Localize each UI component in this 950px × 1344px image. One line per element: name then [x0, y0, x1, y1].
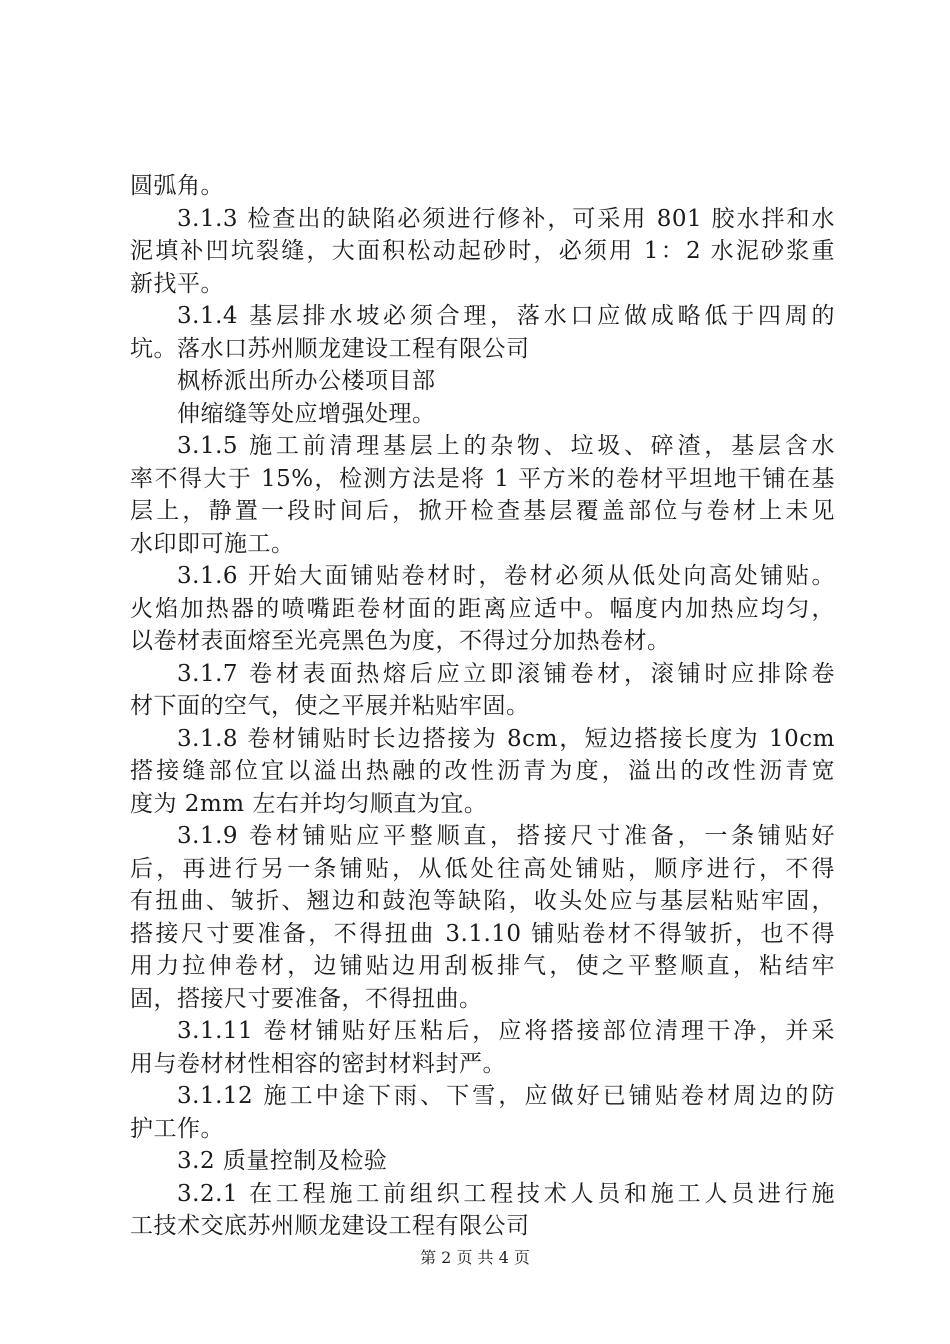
- text-line: 3.1.11 卷材铺贴好压粘后，应将搭接部位清理干净，并采: [177, 1018, 835, 1044]
- text-line: 度为 2mm 左右并均匀顺直为宜。: [130, 790, 488, 817]
- text-line: 层上，静置一段时间后，掀开检查基层覆盖部位与卷材上未见: [130, 498, 835, 524]
- text-line: 率不得大于 15%，检测方法是将 1 平方米的卷材平坦地干铺在基: [130, 465, 835, 492]
- text-line: 枫桥派出所办公楼项目部: [177, 368, 436, 394]
- text-line: 坑。落水口苏州顺龙建设工程有限公司: [130, 335, 530, 362]
- page-footer: 第 2 页 共 4 页: [420, 1248, 530, 1267]
- document-body: [130, 170, 835, 1243]
- text-line: 后，再进行另一条铺贴，从低处往高处铺贴，顺序进行，不得: [130, 855, 835, 882]
- text-line: 用与卷材材性相容的密封材料封严。: [130, 1050, 506, 1077]
- text-line: 3.1.7 卷材表面热熔后应立即滚铺卷材，滚铺时应排除卷: [177, 660, 835, 687]
- text-line: 用力拉伸卷材，边铺贴边用刮板排气，使之平整顺直，粘结牢: [130, 953, 835, 979]
- text-line: 圆弧角。: [130, 173, 224, 199]
- text-line: 3.1.8 卷材铺贴时长边搭接为 8cm，短边搭接长度为 10cm: [177, 725, 835, 752]
- text-line: 伸缩缝等处应增强处理。: [177, 400, 436, 427]
- text-line: 3.2 质量控制及检验: [177, 1148, 388, 1174]
- text-line: 搭接缝部位宜以溢出热融的改性沥青为度，溢出的改性沥青宽: [130, 758, 835, 784]
- text-line: 搭接尺寸要准备，不得扭曲 3.1.10 铺贴卷材不得皱折，也不得: [130, 920, 835, 947]
- text-line: 材下面的空气，使之平展并粘贴牢固。: [130, 693, 530, 719]
- text-line: 3.1.4 基层排水坡必须合理，落水口应做成略低于四周的: [177, 303, 835, 329]
- text-line: 新找平。: [130, 270, 224, 297]
- text-line: 泥填补凹坑裂缝，大面积松动起砂时，必须用 1：2 水泥砂浆重: [130, 238, 835, 264]
- text-line: 3.1.12 施工中途下雨、下雪，应做好已铺贴卷材周边的防: [177, 1083, 835, 1109]
- text-line: 固，搭接尺寸要准备，不得扭曲。: [130, 985, 483, 1012]
- text-line: 火焰加热器的喷嘴距卷材面的距离应适中。幅度内加热应均匀，: [130, 595, 835, 622]
- text-line: 工技术交底苏州顺龙建设工程有限公司: [130, 1213, 530, 1239]
- text-line: 以卷材表面熔至光亮黑色为度，不得过分加热卷材。: [130, 628, 671, 654]
- text-line: 3.1.3 检查出的缺陷必须进行修补，可采用 801 胶水拌和水: [177, 205, 835, 232]
- text-line: 3.1.9 卷材铺贴应平整顺直，搭接尺寸准备，一条铺贴好: [177, 823, 835, 849]
- text-line: 3.1.5 施工前清理基层上的杂物、垃圾、碎渣，基层含水: [177, 433, 835, 459]
- text-line: 护工作。: [130, 1115, 224, 1142]
- text-line: 有扭曲、皱折、翘边和鼓泡等缺陷，收头处应与基层粘贴牢固，: [130, 888, 835, 914]
- text-line: 3.2.1 在工程施工前组织工程技术人员和施工人员进行施: [177, 1180, 835, 1207]
- text-line: 水印即可施工。: [130, 530, 295, 557]
- text-line: 3.1.6 开始大面铺贴卷材时，卷材必须从低处向高处铺贴。: [177, 563, 835, 589]
